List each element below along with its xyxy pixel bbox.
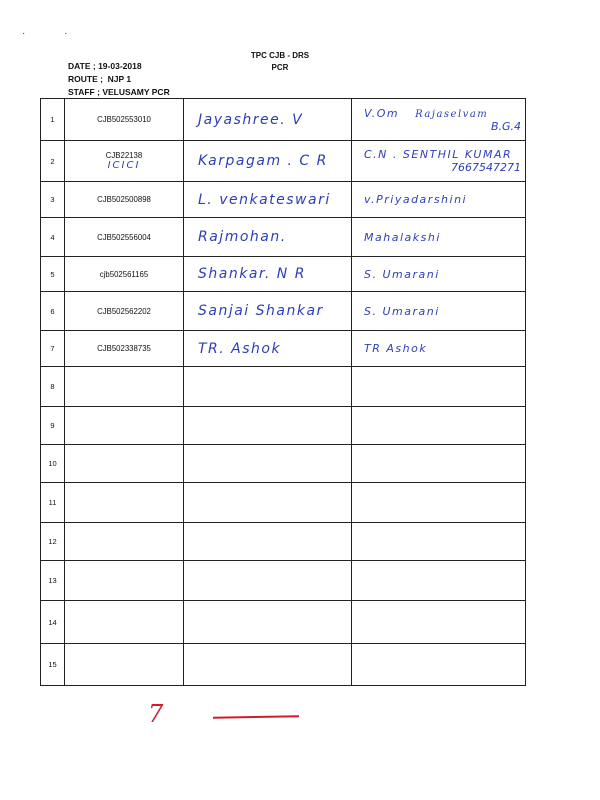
table-row [41, 483, 526, 523]
receiver-signature-cell [352, 218, 526, 257]
recipient-name: TR. Ashok [198, 340, 282, 357]
row-number: 7 [41, 331, 65, 367]
signature-text: V.Om [364, 106, 400, 120]
footer-underline [213, 715, 299, 719]
row-number: 13 [41, 561, 65, 601]
recipient-name-cell [184, 257, 352, 292]
consignment-code-cell [65, 367, 184, 407]
route-label: ROUTE [68, 74, 98, 84]
recipient-name-cell [184, 561, 352, 601]
consignment-code-cell [65, 182, 184, 218]
date-label: DATE [68, 61, 91, 71]
route-line: ROUTE ; NJP 1 [68, 74, 132, 84]
row-number: 3 [41, 182, 65, 218]
row-number: 8 [41, 367, 65, 407]
consignment-code-cell [65, 141, 184, 182]
row-number: 2 [41, 141, 65, 182]
receiver-signature-cell [352, 407, 526, 445]
receiver-signature-cell [352, 331, 526, 367]
title-line-1: TPC CJB - DRS [250, 51, 310, 60]
row-number: 9 [41, 407, 65, 445]
consignment-code: CJB502556004 [97, 232, 151, 242]
consignment-code-cell [65, 445, 184, 483]
receiver-signature-cell [352, 292, 526, 331]
receiver-signature [352, 231, 525, 244]
receiver-signature-cell [352, 445, 526, 483]
receiver-signature-cell [352, 523, 526, 561]
recipient-name-cell [184, 601, 352, 644]
consignment-code-cell [65, 561, 184, 601]
receiver-signature [352, 193, 525, 206]
recipient-name: L. venkateswari [198, 191, 331, 208]
signature-text: S. Umarani [364, 304, 440, 318]
signature-text: Mahalakshi [364, 230, 441, 244]
recipient-name-cell [184, 445, 352, 483]
consignment-code: CJB502553010 [97, 115, 151, 124]
signature-note: 7667547271 [451, 161, 521, 174]
recipient-name-cell [184, 407, 352, 445]
table-row [41, 561, 526, 601]
recipient-name-cell [184, 218, 352, 257]
recipient-name: Karpagam . C R [198, 153, 328, 169]
date-line: DATE ; 19-03-2018 [68, 61, 142, 71]
receiver-signature-cell [352, 601, 526, 644]
table-row [41, 292, 526, 331]
recipient-name: Sanjai Shankar [198, 303, 324, 319]
signature-text: TR Ashok [364, 342, 428, 355]
receiver-signature-cell [352, 367, 526, 407]
receiver-signature-cell [352, 483, 526, 523]
table-row [41, 407, 526, 445]
receiver-signature [352, 342, 525, 355]
table-row [41, 367, 526, 407]
consignment-code-cell [65, 257, 184, 292]
row-number: 1 [41, 99, 65, 141]
consignment-code-cell [65, 218, 184, 257]
recipient-name-cell [184, 141, 352, 182]
table-row [41, 601, 526, 644]
table-row [41, 218, 526, 257]
consignment-code-cell [65, 407, 184, 445]
row-number: 15 [41, 644, 65, 686]
consignment-code: cjb502561165 [99, 269, 149, 279]
row-number: 4 [41, 218, 65, 257]
consignment-code: CJB502562202 [97, 306, 151, 316]
recipient-name-cell [184, 644, 352, 686]
receiver-signature-cell [352, 99, 526, 141]
receiver-signature [352, 268, 525, 281]
document-title [230, 50, 330, 74]
table-row [41, 257, 526, 292]
table-row [41, 523, 526, 561]
row-number: 6 [41, 292, 65, 331]
recipient-name-cell [184, 99, 352, 141]
staff-label: STAFF [68, 87, 95, 97]
table-row [41, 445, 526, 483]
recipient-name-cell [184, 292, 352, 331]
row-number: 12 [41, 523, 65, 561]
receiver-signature-cell [352, 141, 526, 182]
table-row [41, 182, 526, 218]
row-number: 14 [41, 601, 65, 644]
signature-text: C.N . SENTHIL KUMAR [364, 148, 513, 161]
receiver-signature [352, 107, 525, 120]
consignment-code: CJB502338735 [97, 344, 151, 353]
receiver-signature-cell [352, 644, 526, 686]
scan-marks: · · [22, 28, 86, 39]
receiver-signature-cell [352, 257, 526, 292]
receiver-signature [352, 148, 525, 161]
row-number: 5 [41, 257, 65, 292]
recipient-name: Shankar. N R [198, 266, 306, 282]
receiver-signature-cell [352, 561, 526, 601]
signature-text: v.Priyadarshini [364, 193, 468, 206]
row-number: 10 [41, 445, 65, 483]
signature-extra: Rajaselvam [415, 108, 489, 120]
row-number: 11 [41, 483, 65, 523]
consignment-code-cell [65, 523, 184, 561]
recipient-name-cell [184, 331, 352, 367]
consignment-code: CJB502500898 [97, 195, 151, 204]
table-row [41, 644, 526, 686]
receiver-signature [352, 305, 525, 318]
consignment-note: ICICI [107, 160, 141, 171]
consignment-code-cell [65, 99, 184, 141]
date-value: 19-03-2018 [98, 61, 142, 71]
recipient-name: Jayashree. V [198, 111, 304, 128]
recipient-name-cell [184, 367, 352, 407]
consignment-code-cell [65, 483, 184, 523]
table-row [41, 141, 526, 182]
table-row [41, 99, 526, 141]
recipient-name-cell [184, 483, 352, 523]
consignment-code-cell [65, 644, 184, 686]
header-details [68, 60, 170, 99]
consignment-code: CJB22138 [105, 151, 143, 160]
consignment-code-cell [65, 331, 184, 367]
delivery-table [40, 98, 526, 686]
consignment-code-cell [65, 292, 184, 331]
staff-line: STAFF ; VELUSAMY PCR [68, 87, 170, 97]
consignment-code-cell [65, 601, 184, 644]
staff-value: VELUSAMY PCR [102, 87, 170, 97]
table-row [41, 331, 526, 367]
footer-count: 7 [148, 700, 164, 728]
recipient-name-cell [184, 523, 352, 561]
recipient-name: Rajmohan. [198, 229, 287, 245]
recipient-name-cell [184, 182, 352, 218]
receiver-signature-cell [352, 182, 526, 218]
signature-text: S. Umarani [364, 267, 440, 281]
route-value: NJP 1 [107, 74, 132, 84]
signature-note: B.G.4 [490, 119, 521, 133]
title-line-2: PCR [271, 63, 289, 72]
